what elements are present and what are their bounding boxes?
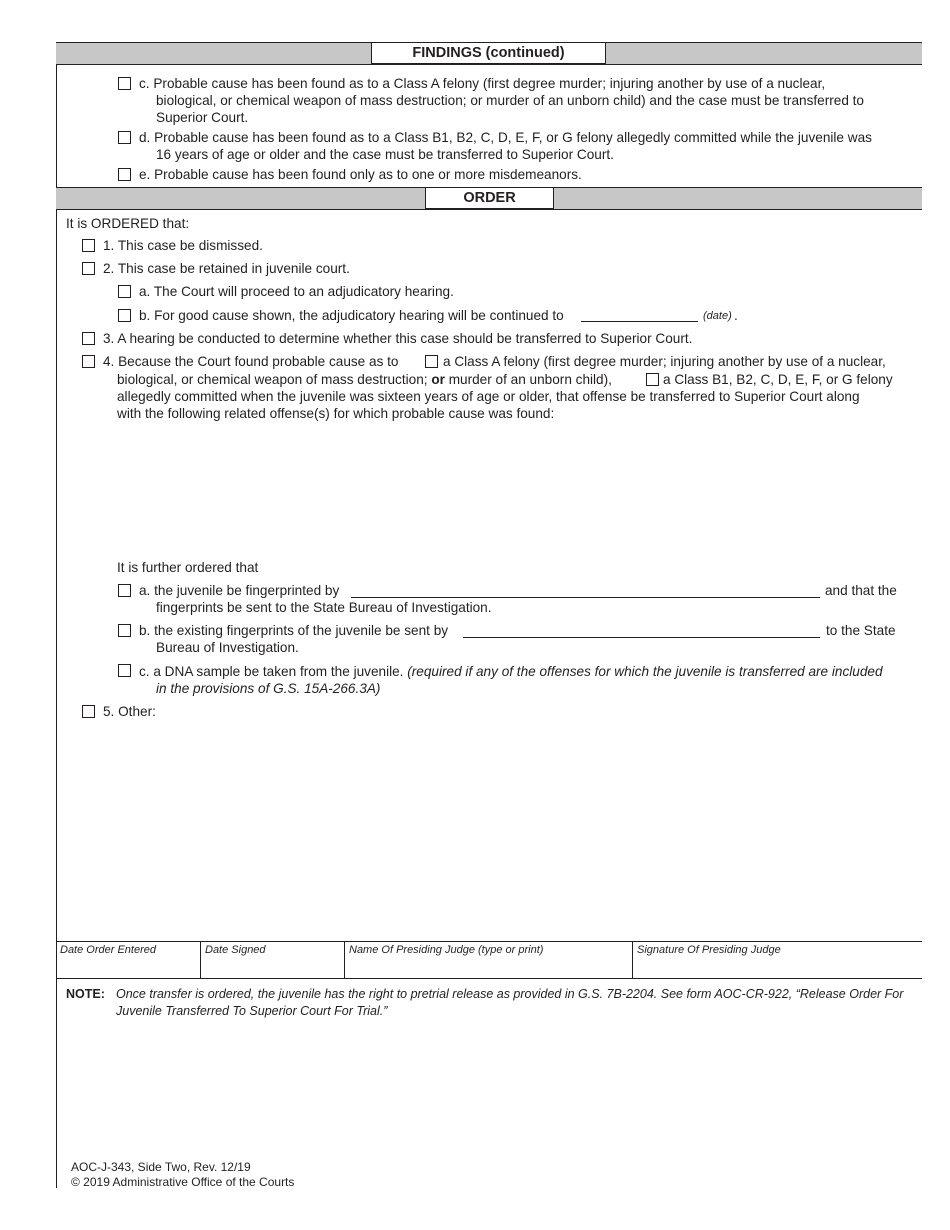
findings-c-line2: biological, or chemical weapon of mass destruction; or murder of an unborn child) and the case must be transferred to	[156, 93, 864, 108]
order-item2a-checkbox[interactable]	[118, 285, 131, 298]
order-item2-checkbox[interactable]	[82, 262, 95, 275]
findings-header: FINDINGS (continued)	[371, 42, 606, 64]
further-a-post: and that the	[825, 583, 897, 598]
further-b-checkbox[interactable]	[118, 624, 131, 637]
findings-c-line1: c. Probable cause has been found as to a Class A felony (first degree murder; injuring another by use of a nuclear,	[139, 76, 826, 91]
findings-e-checkbox[interactable]	[118, 168, 131, 181]
order-item4-class-a: a Class A felony (first degree murder; injuring another by use of a nuclear,	[443, 354, 886, 369]
copyright: © 2019 Administrative Office of the Courts	[71, 1175, 295, 1189]
findings-e-line1: e. Probable cause has been found only as to one or more misdemeanors.	[139, 167, 582, 182]
date-signed-field[interactable]	[201, 942, 344, 978]
judge-signature-label: Signature Of Presiding Judge	[637, 944, 781, 956]
order-item4-class-b: a Class B1, B2, C, D, E, F, or G felony	[663, 372, 893, 387]
note-line2: Juvenile Transferred To Superior Court For Trial.”	[116, 1004, 388, 1018]
judge-name-label: Name Of Presiding Judge (type or print)	[349, 944, 544, 956]
order-item5: 5. Other:	[103, 704, 156, 719]
findings-d-line2: 16 years of age or older and the case must be transferred to Superior Court.	[156, 147, 614, 162]
further-b-line2: Bureau of Investigation.	[156, 640, 299, 655]
date-signed-label: Date Signed	[205, 944, 266, 956]
form-id: AOC-J-343, Side Two, Rev. 12/19	[71, 1160, 251, 1174]
order-item2: 2. This case be retained in juvenile court.	[103, 261, 350, 276]
date-order-entered-field[interactable]	[56, 942, 200, 978]
further-b-text: b. the existing fingerprints of the juvenile be sent by	[139, 623, 449, 638]
order-item2b: b. For good cause shown, the adjudicatory hearing will be continued to	[139, 308, 564, 323]
order-header: ORDER	[425, 187, 554, 209]
signature-row	[56, 941, 922, 979]
order-item1: 1. This case be dismissed.	[103, 238, 263, 253]
continuance-date-label: (date)	[703, 310, 732, 322]
further-c-text: c. a DNA sample be taken from the juvenile. (required if any of the offenses for which the juvenile is transferred are included	[139, 664, 883, 679]
related-offenses-area[interactable]	[117, 425, 917, 555]
further-ordered: It is further ordered that	[117, 560, 259, 575]
order-item4-part1: 4. Because the Court found probable cause as to	[103, 354, 399, 369]
order-item4-line2: biological, or chemical weapon of mass destruction; or murder of an unborn child),	[117, 372, 612, 387]
further-a-line2: fingerprints be sent to the State Bureau of Investigation.	[156, 600, 492, 615]
date-order-entered-label: Date Order Entered	[60, 944, 156, 956]
findings-c-checkbox[interactable]	[118, 77, 131, 90]
order-item4-class-a-checkbox[interactable]	[425, 355, 438, 368]
order-intro: It is ORDERED that:	[66, 216, 190, 231]
order-item4-line4: with the following related offense(s) for which probable cause was found:	[117, 406, 555, 421]
judge-signature-field[interactable]	[633, 942, 922, 978]
order-item1-checkbox[interactable]	[82, 239, 95, 252]
further-c-line2: in the provisions of G.S. 15A-266.3A)	[156, 681, 381, 696]
further-b-post: to the State	[826, 623, 896, 638]
further-a-text: a. the juvenile be fingerprinted by	[139, 583, 340, 598]
findings-header-band	[56, 42, 922, 65]
order-item5-checkbox[interactable]	[82, 705, 95, 718]
order-header-band	[56, 187, 922, 210]
findings-c-line3: Superior Court.	[156, 110, 249, 125]
findings-d-line1: d. Probable cause has been found as to a Class B1, B2, C, D, E, F, or G felony allegedly committed while the juvenile was	[139, 130, 872, 145]
order-item2a: a. The Court will proceed to an adjudicatory hearing.	[139, 284, 454, 299]
order-item3: 3. A hearing be conducted to determine whether this case should be transferred to Superior Court.	[103, 331, 693, 346]
further-c-checkbox[interactable]	[118, 664, 131, 677]
order-item4-line3: allegedly committed when the juvenile was sixteen years of age or older, that offense be transferred to Superior Court along	[117, 389, 860, 404]
left-border	[56, 42, 57, 1188]
continuance-date-field[interactable]	[581, 321, 698, 322]
order-item4-class-b-checkbox[interactable]	[646, 373, 659, 386]
findings-d-checkbox[interactable]	[118, 131, 131, 144]
note-line1: Once transfer is ordered, the juvenile has the right to pretrial release as provided in G.S. 7B-2204. See form AOC-CR-922, “Release Order For	[116, 987, 904, 1001]
fingerprinted-by-field[interactable]	[351, 597, 820, 598]
order-item2b-checkbox[interactable]	[118, 309, 131, 322]
continuance-period: .	[734, 308, 738, 323]
note-label: NOTE:	[66, 987, 105, 1001]
further-a-checkbox[interactable]	[118, 584, 131, 597]
fingerprints-sent-by-field[interactable]	[463, 637, 820, 638]
other-text-area[interactable]	[117, 725, 917, 930]
judge-name-field[interactable]	[345, 942, 632, 978]
order-item3-checkbox[interactable]	[82, 332, 95, 345]
order-item4-checkbox[interactable]	[82, 355, 95, 368]
